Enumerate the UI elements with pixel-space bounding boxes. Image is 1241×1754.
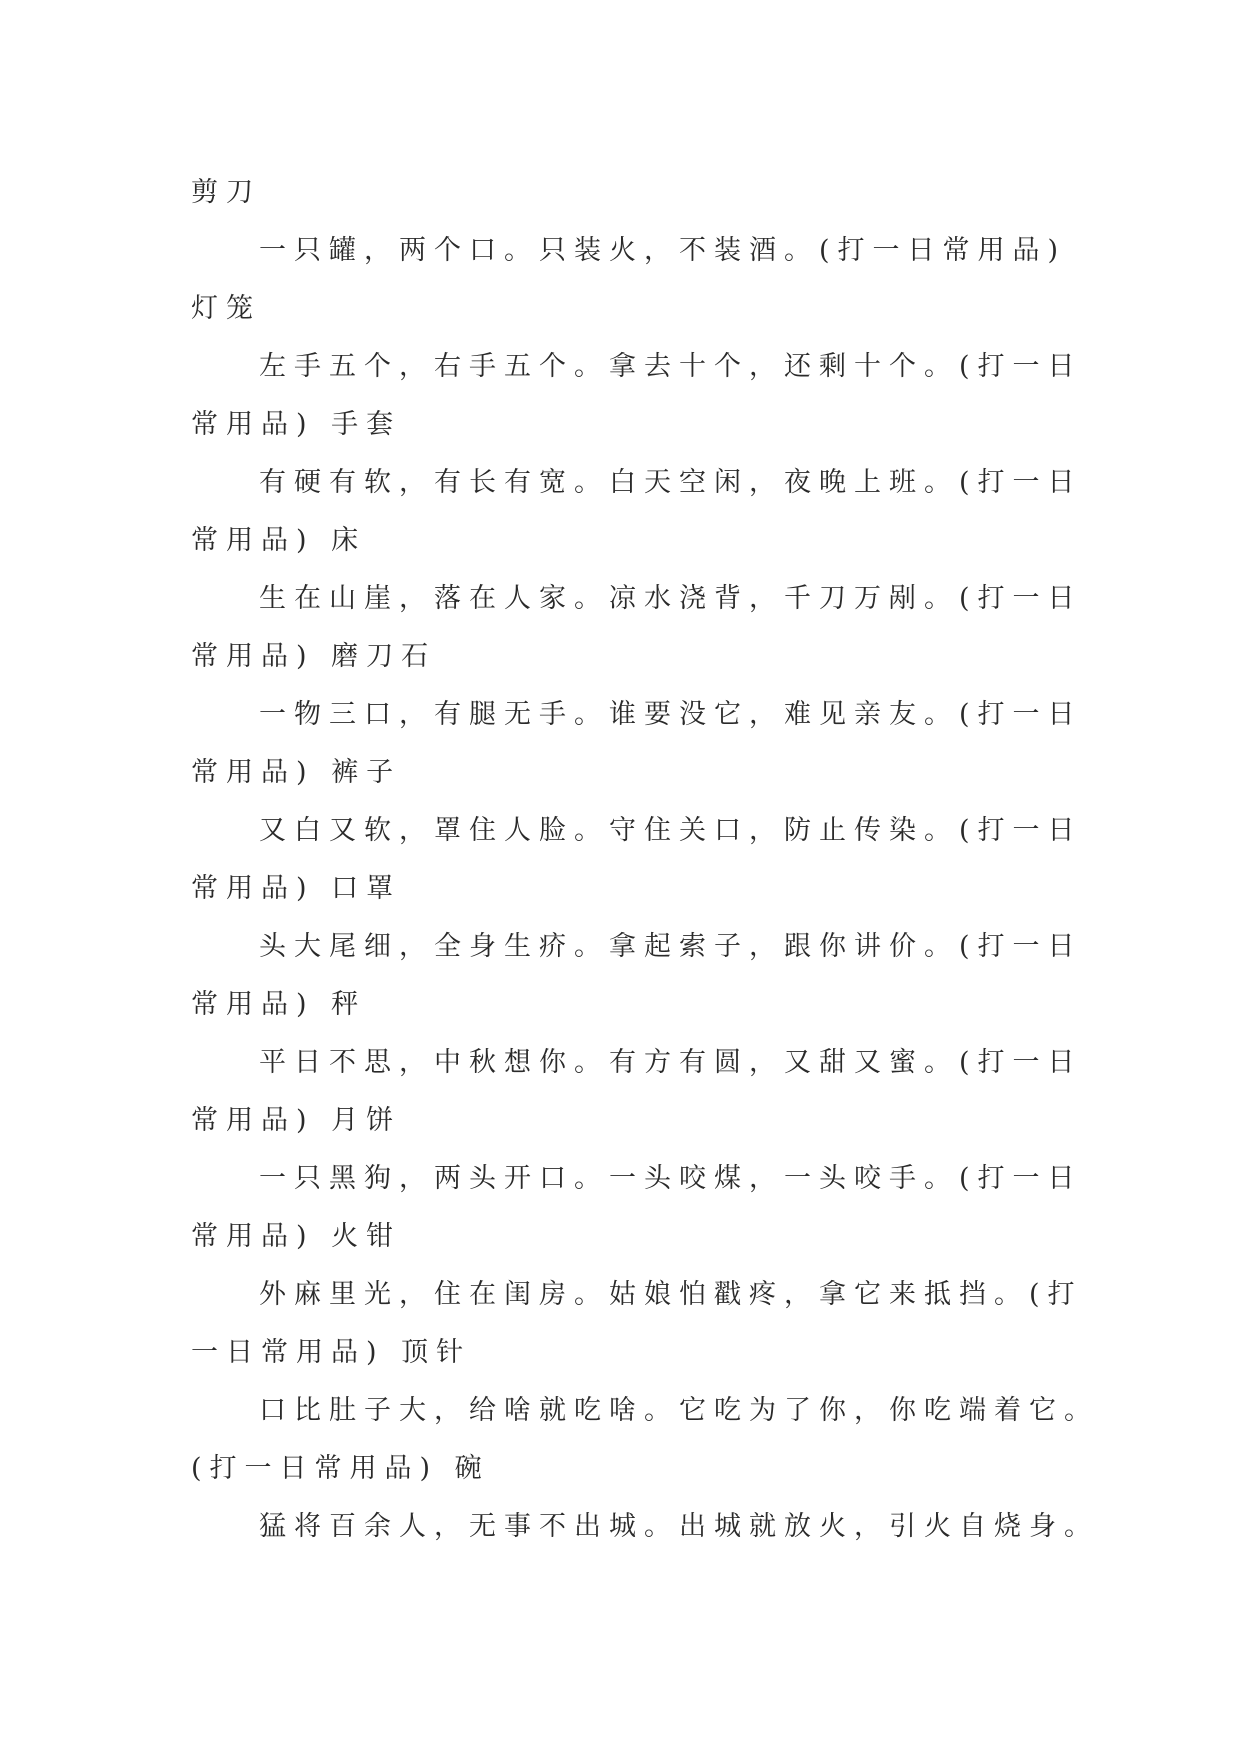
text-line: 一日常用品) 顶针 xyxy=(191,1337,472,1368)
text-line: 平日不思，中秋想你。有方有圆，又甜又蜜。(打一日 xyxy=(259,1047,1083,1078)
text-line: 常用品) 火钳 xyxy=(191,1221,402,1252)
text-line: 常用品) 磨刀石 xyxy=(191,641,437,672)
text-line: 常用品) 月饼 xyxy=(191,1105,402,1136)
text-line: 常用品) 床 xyxy=(191,525,367,556)
text-line: 常用品) 手套 xyxy=(191,409,402,440)
text-line: 猛将百余人，无事不出城。出城就放火，引火自烧身。 xyxy=(259,1511,1099,1542)
text-line: 有硬有软，有长有宽。白天空闲，夜晚上班。(打一日 xyxy=(259,467,1083,498)
text-line: 外麻里光，住在闺房。姑娘怕戳疼，拿它来抵挡。(打 xyxy=(259,1279,1083,1310)
text-line: 口比肚子大，给啥就吃啥。它吃为了你，你吃端着它。 xyxy=(259,1395,1099,1426)
text-line: 剪刀 xyxy=(191,177,261,208)
riddle-text-block xyxy=(191,164,1099,1556)
text-line: 生在山崖，落在人家。凉水浇背，千刀万剐。(打一日 xyxy=(259,583,1083,614)
text-line: (打一日常用品) 碗 xyxy=(191,1453,490,1484)
text-line: 常用品) 秤 xyxy=(191,989,367,1020)
text-line: 一只罐，两个口。只装火，不装酒。(打一日常用品) xyxy=(259,235,1067,266)
text-line: 灯笼 xyxy=(191,293,261,324)
text-line: 又白又软，罩住人脸。守住关口，防止传染。(打一日 xyxy=(259,815,1083,846)
text-line: 左手五个，右手五个。拿去十个，还剩十个。(打一日 xyxy=(259,351,1083,382)
text-line: 头大尾细，全身生疥。拿起索子，跟你讲价。(打一日 xyxy=(259,931,1083,962)
text-line: 一只黑狗，两头开口。一头咬煤，一头咬手。(打一日 xyxy=(259,1163,1083,1194)
text-line: 常用品) 裤子 xyxy=(191,757,402,788)
text-line: 常用品) 口罩 xyxy=(191,873,402,904)
text-line: 一物三口，有腿无手。谁要没它，难见亲友。(打一日 xyxy=(259,699,1083,730)
